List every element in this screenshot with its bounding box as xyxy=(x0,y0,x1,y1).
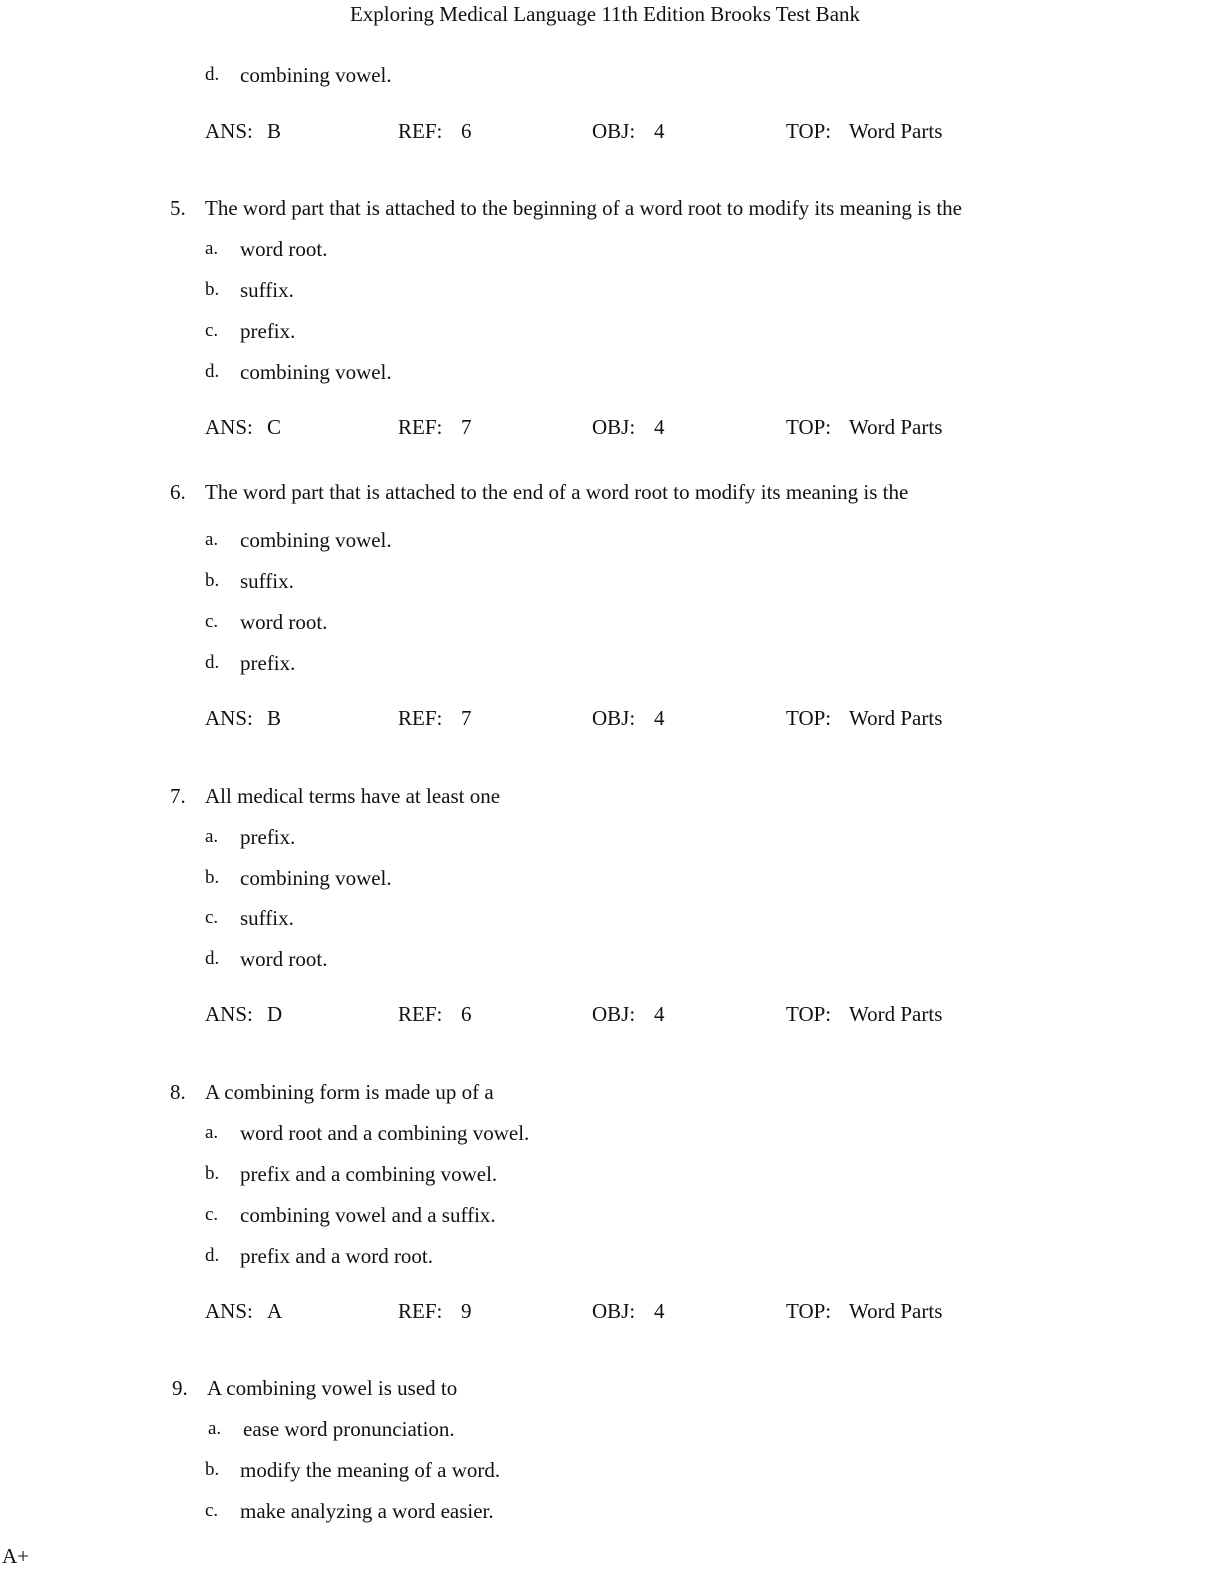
option-text: make analyzing a word easier. xyxy=(240,1499,494,1523)
obj-label: OBJ: xyxy=(592,706,636,730)
obj-label: OBJ: xyxy=(592,1299,636,1323)
option-letter: d. xyxy=(205,64,220,85)
ref-label: REF: xyxy=(398,415,443,439)
ref-value: 9 xyxy=(461,1299,472,1323)
option-text: word root. xyxy=(240,610,328,634)
ans-value: C xyxy=(267,415,282,439)
question-stem: A combining vowel is used to xyxy=(207,1376,458,1400)
top-label: TOP: xyxy=(786,119,832,143)
option-text: prefix and a combining vowel. xyxy=(240,1162,498,1186)
option-text: suffix. xyxy=(240,906,294,930)
top-value: Word Parts xyxy=(849,1299,943,1323)
option-letter: a. xyxy=(205,238,219,259)
top-value: Word Parts xyxy=(849,415,943,439)
top-value: Word Parts xyxy=(849,706,943,730)
ans-label: ANS: xyxy=(205,706,253,730)
option-text: combining vowel. xyxy=(240,63,392,87)
footer-grade: A+ xyxy=(2,1544,30,1568)
option-text: combining vowel and a suffix. xyxy=(240,1203,496,1227)
question-number: 8. xyxy=(170,1080,186,1104)
option-letter: d. xyxy=(205,652,220,673)
option-letter: b. xyxy=(205,1163,220,1184)
top-label: TOP: xyxy=(786,415,832,439)
option-text: suffix. xyxy=(240,278,294,302)
option-letter: c. xyxy=(205,611,219,632)
obj-value: 4 xyxy=(654,1299,665,1323)
option-text: ease word pronunciation. xyxy=(243,1417,455,1441)
obj-value: 4 xyxy=(654,119,665,143)
option-letter: c. xyxy=(205,320,219,341)
ref-label: REF: xyxy=(398,1299,443,1323)
ref-label: REF: xyxy=(398,706,443,730)
option-letter: b. xyxy=(205,867,220,888)
obj-label: OBJ: xyxy=(592,119,636,143)
option-letter: c. xyxy=(205,1500,219,1521)
obj-value: 4 xyxy=(654,415,665,439)
ans-value: D xyxy=(267,1002,283,1026)
ans-label: ANS: xyxy=(205,119,253,143)
ref-value: 7 xyxy=(461,706,472,730)
option-text: suffix. xyxy=(240,569,294,593)
option-text: prefix. xyxy=(240,825,296,849)
question-number: 7. xyxy=(170,784,186,808)
top-label: TOP: xyxy=(786,1299,832,1323)
option-letter: a. xyxy=(208,1418,222,1439)
option-letter: c. xyxy=(205,907,219,928)
option-letter: d. xyxy=(205,1245,220,1266)
obj-label: OBJ: xyxy=(592,415,636,439)
question-stem: The word part that is attached to the beginning of a word root to modify its meaning is the xyxy=(205,196,962,220)
option-text: word root. xyxy=(240,237,328,261)
ans-label: ANS: xyxy=(205,1299,253,1323)
option-letter: a. xyxy=(205,1122,219,1143)
ans-label: ANS: xyxy=(205,1002,253,1026)
option-text: combining vowel. xyxy=(240,528,392,552)
top-value: Word Parts xyxy=(849,119,943,143)
ans-value: B xyxy=(267,706,282,730)
question-number: 6. xyxy=(170,480,186,504)
option-letter: b. xyxy=(205,570,220,591)
option-letter: b. xyxy=(205,279,220,300)
obj-value: 4 xyxy=(654,706,665,730)
obj-value: 4 xyxy=(654,1002,665,1026)
option-text: modify the meaning of a word. xyxy=(240,1458,501,1482)
top-label: TOP: xyxy=(786,706,832,730)
ref-label: REF: xyxy=(398,1002,443,1026)
ref-value: 6 xyxy=(461,119,472,143)
ans-value: B xyxy=(267,119,282,143)
option-text: prefix. xyxy=(240,319,296,343)
option-text: combining vowel. xyxy=(240,866,392,890)
top-value: Word Parts xyxy=(849,1002,943,1026)
option-letter: a. xyxy=(205,826,219,847)
option-letter: d. xyxy=(205,361,220,382)
question-stem: The word part that is attached to the end of a word root to modify its meaning is the xyxy=(205,480,909,504)
option-text: prefix. xyxy=(240,651,296,675)
ans-label: ANS: xyxy=(205,415,253,439)
question-number: 5. xyxy=(170,196,186,220)
option-text: prefix and a word root. xyxy=(240,1244,434,1268)
option-letter: c. xyxy=(205,1204,219,1225)
option-letter: d. xyxy=(205,948,220,969)
top-label: TOP: xyxy=(786,1002,832,1026)
option-letter: b. xyxy=(205,1459,220,1480)
ref-value: 6 xyxy=(461,1002,472,1026)
ans-value: A xyxy=(267,1299,283,1323)
option-text: word root. xyxy=(240,947,328,971)
option-text: combining vowel. xyxy=(240,360,392,384)
ref-label: REF: xyxy=(398,119,443,143)
question-number: 9. xyxy=(172,1376,188,1400)
ref-value: 7 xyxy=(461,415,472,439)
obj-label: OBJ: xyxy=(592,1002,636,1026)
option-text: word root and a combining vowel. xyxy=(240,1121,530,1145)
question-stem: A combining form is made up of a xyxy=(205,1080,494,1104)
option-letter: a. xyxy=(205,529,219,550)
question-stem: All medical terms have at least one xyxy=(205,784,501,808)
page-header-title: Exploring Medical Language 11th Edition Brooks Test Bank xyxy=(349,2,861,26)
